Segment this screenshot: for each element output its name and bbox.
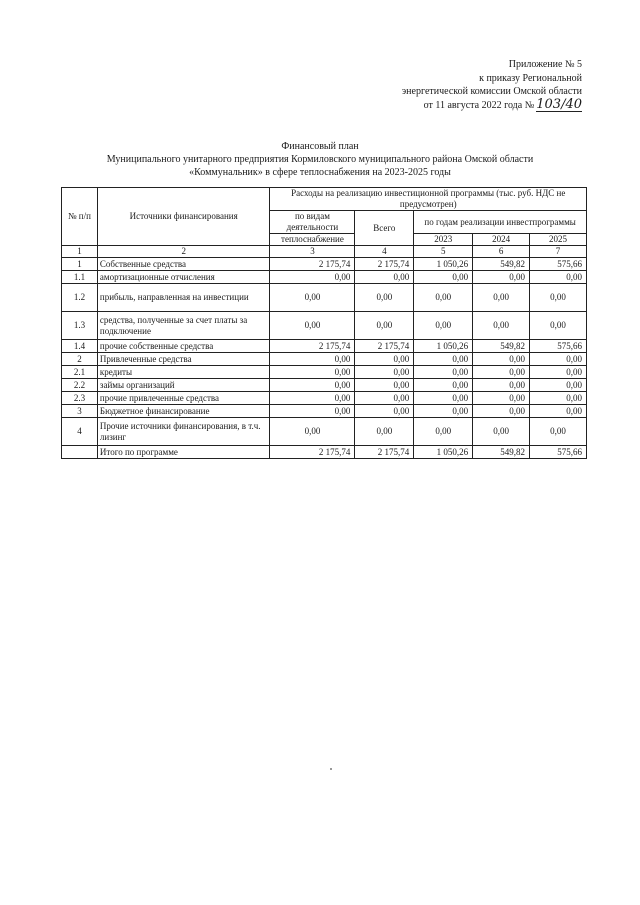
row-2024-value: 0,00: [473, 392, 530, 405]
row-number: 1.3: [62, 312, 98, 340]
table-row: [62, 446, 587, 459]
title-line-1: Финансовый план: [281, 141, 359, 152]
header-year-2024: 2024: [473, 234, 530, 246]
appendix-order-ref: к приказу Региональной: [479, 72, 582, 84]
header-by-years: по годам реализации инвестпрограммы: [414, 211, 587, 234]
row-2024-value: 549,82: [473, 258, 530, 271]
row-2023-value: 0,00: [414, 312, 473, 340]
table-row: [62, 353, 587, 366]
row-2025-value: 0,00: [530, 379, 587, 392]
row-total-value: 0,00: [355, 392, 414, 405]
table-row: [62, 405, 587, 418]
row-2024-value: 0,00: [473, 312, 530, 340]
row-source: кредиты: [97, 366, 270, 379]
row-source: прочие собственные средства: [97, 340, 270, 353]
row-activity-value: 0,00: [270, 271, 355, 284]
row-source: амортизационные отчисления: [97, 271, 270, 284]
table-row: [62, 271, 587, 284]
row-activity-value: 0,00: [270, 353, 355, 366]
row-2023-value: 0,00: [414, 353, 473, 366]
row-source: займы организаций: [97, 379, 270, 392]
row-source: Итого по программе: [97, 446, 270, 459]
row-2025-value: 575,66: [530, 258, 587, 271]
appendix-order-date: [402, 96, 582, 113]
row-2023-value: 0,00: [414, 379, 473, 392]
row-number: 1: [62, 258, 98, 271]
row-activity-value: 2 175,74: [270, 258, 355, 271]
row-activity-value: 2 175,74: [270, 446, 355, 459]
row-number: 4: [62, 418, 98, 446]
appendix-commission: энергетической комиссии Омской области: [401, 86, 582, 97]
col-number: 4: [355, 246, 414, 258]
table-row: [62, 312, 587, 340]
row-2023-value: 1 050,26: [414, 340, 473, 353]
row-2024-value: 0,00: [473, 353, 530, 366]
row-2023-value: 1 050,26: [414, 446, 473, 459]
row-2023-value: 0,00: [414, 366, 473, 379]
row-2025-value: 575,66: [530, 446, 587, 459]
row-2025-value: 575,66: [530, 340, 587, 353]
row-2025-value: 0,00: [530, 418, 587, 446]
table-row: [62, 284, 587, 312]
row-activity-value: 2 175,74: [270, 340, 355, 353]
row-2024-value: 0,00: [473, 379, 530, 392]
row-total-value: 0,00: [355, 405, 414, 418]
row-activity-value: 0,00: [270, 366, 355, 379]
table-row: [62, 418, 587, 446]
row-2024-value: 549,82: [473, 446, 530, 459]
row-source: средства, полученные за счет платы за подключение: [97, 312, 270, 340]
document-title: [0, 140, 640, 179]
row-2023-value: 0,00: [414, 405, 473, 418]
row-total-value: 0,00: [355, 366, 414, 379]
row-number: 2.2: [62, 379, 98, 392]
appendix-title: Приложение № 5: [508, 59, 582, 70]
row-total-value: 0,00: [355, 418, 414, 446]
col-number: 6: [473, 246, 530, 258]
row-2024-value: 549,82: [473, 340, 530, 353]
financial-plan-table: [61, 187, 587, 459]
col-number: 1: [62, 246, 98, 258]
row-total-value: 0,00: [355, 284, 414, 312]
column-numbers-row: [62, 246, 587, 258]
row-activity-value: 0,00: [270, 418, 355, 446]
header-row-1: [62, 188, 587, 211]
row-2025-value: 0,00: [530, 392, 587, 405]
table-row: [62, 340, 587, 353]
header-by-activity: по видам деятельности: [270, 211, 355, 234]
row-number: 3: [62, 405, 98, 418]
row-2024-value: 0,00: [473, 366, 530, 379]
row-2024-value: 0,00: [473, 271, 530, 284]
row-total-value: 0,00: [355, 353, 414, 366]
col-number: 7: [530, 246, 587, 258]
header-activity-type: теплоснабжение: [270, 234, 355, 246]
row-number: 2.3: [62, 392, 98, 405]
title-line-2: Муниципального унитарного предприятия Кормиловского муниципального района Омской области: [106, 154, 534, 165]
row-2023-value: 0,00: [414, 392, 473, 405]
row-2023-value: 0,00: [414, 271, 473, 284]
table-row: [62, 379, 587, 392]
row-total-value: 0,00: [355, 271, 414, 284]
table-row: [62, 366, 587, 379]
row-2024-value: 0,00: [473, 405, 530, 418]
table-row: [62, 258, 587, 271]
row-source: Собственные средства: [97, 258, 270, 271]
row-2024-value: 0,00: [473, 284, 530, 312]
row-source: прибыль, направленная на инвестиции: [97, 284, 270, 312]
row-activity-value: 0,00: [270, 392, 355, 405]
table-row: [62, 392, 587, 405]
appendix-block: [402, 58, 582, 112]
row-activity-value: 0,00: [270, 405, 355, 418]
row-source: Привлеченные средства: [97, 353, 270, 366]
row-activity-value: 0,00: [270, 284, 355, 312]
row-source: Бюджетное финансирование: [97, 405, 270, 418]
row-2025-value: 0,00: [530, 312, 587, 340]
col-number: 5: [414, 246, 473, 258]
row-2025-value: 0,00: [530, 284, 587, 312]
row-number: [62, 446, 98, 459]
row-total-value: 0,00: [355, 379, 414, 392]
row-total-value: 0,00: [355, 312, 414, 340]
row-total-value: 2 175,74: [355, 446, 414, 459]
row-2024-value: 0,00: [473, 418, 530, 446]
row-source: Прочие источники финансирования, в т.ч. лизинг: [97, 418, 270, 446]
row-2023-value: 0,00: [414, 418, 473, 446]
row-2023-value: 0,00: [414, 284, 473, 312]
header-expenses: Расходы на реализацию инвестиционной программы (тыс. руб. НДС не предусмотрен): [270, 188, 587, 211]
header-total: Всего: [355, 211, 414, 246]
row-number: 1.1: [62, 271, 98, 284]
row-2025-value: 0,00: [530, 405, 587, 418]
row-2025-value: 0,00: [530, 366, 587, 379]
row-source: прочие привлеченные средства: [97, 392, 270, 405]
row-total-value: 2 175,74: [355, 258, 414, 271]
col-number: 3: [270, 246, 355, 258]
header-year-2025: 2025: [530, 234, 587, 246]
scan-speck: [330, 768, 332, 770]
order-number-handwritten: 103/40: [536, 96, 582, 112]
row-number: 2.1: [62, 366, 98, 379]
row-number: 2: [62, 353, 98, 366]
row-number: 1.2: [62, 284, 98, 312]
title-line-3: «Коммунальник» в сфере теплоснабжения на 2023-2025 годы: [189, 167, 451, 178]
row-number: 1.4: [62, 340, 98, 353]
col-number: 2: [97, 246, 270, 258]
header-year-2023: 2023: [414, 234, 473, 246]
row-2025-value: 0,00: [530, 271, 587, 284]
row-activity-value: 0,00: [270, 379, 355, 392]
header-no: № п/п: [62, 188, 98, 246]
order-date-text: от 11 августа 2022 года №: [423, 99, 535, 111]
row-2025-value: 0,00: [530, 353, 587, 366]
header-source: Источники финансирования: [97, 188, 270, 246]
row-2023-value: 1 050,26: [414, 258, 473, 271]
row-total-value: 2 175,74: [355, 340, 414, 353]
row-activity-value: 0,00: [270, 312, 355, 340]
